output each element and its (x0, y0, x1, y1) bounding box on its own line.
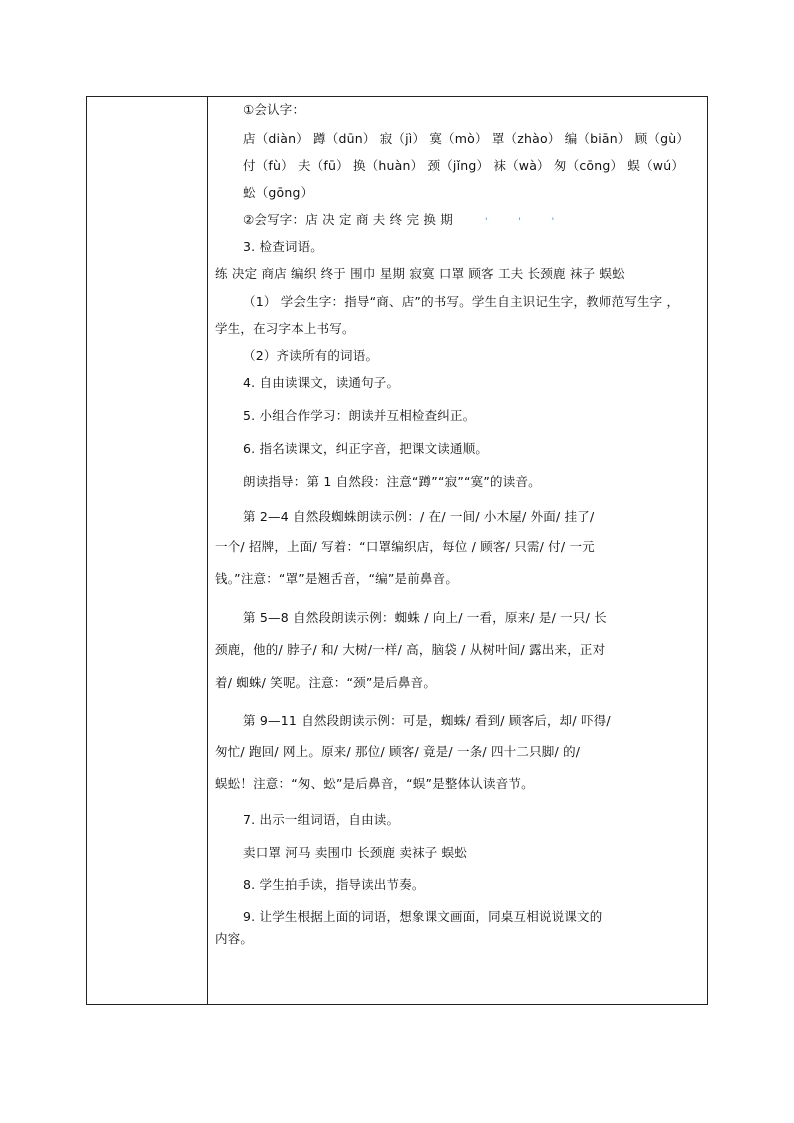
text-line: 一个/ 招牌，上面/ 写着：“口罩编织店，每位 / 顾客/ 只需/ 付/ 一元 (215, 539, 595, 554)
editing-marks: ' ' ' (485, 217, 569, 227)
text-line: ②会写字：店 决 定 商 夫 终 完 换 期 (243, 212, 453, 227)
text-line: 9. 让学生根据上面的词语，想象课文画面，同桌互相说说课文的 (243, 909, 603, 924)
text-line: 付（fù） 夫（fū） 换（huàn） 颈（jǐng） 袜（wà） 匆（cōng） 蜈（wú） (243, 158, 685, 173)
text-line: 颈鹿，他的/ 脖子/ 和/ 大树/一样/ 高，脑袋 / 从树叶间/ 露出来，正对 (215, 642, 606, 657)
text-line: （1） 学会生字：指导“商、店”的书写。学生自主识记生字，教师范写生字 ， (243, 294, 680, 309)
text-line: 蚣（gōng） (243, 185, 314, 200)
text-line: 第 5—8 自然段朗读示例：蜘蛛 / 向上/ 一看，原来/ 是/ 一只/ 长 (243, 610, 607, 625)
column-divider (207, 97, 208, 1004)
text-line: ①会认字： (243, 102, 306, 117)
text-line: 4. 自由读课文，读通句子。 (243, 375, 400, 390)
text-line: 8. 学生拍手读，指导读出节奏。 (243, 877, 425, 892)
text-line: 3. 检查词语。 (243, 239, 323, 254)
text-line: 第 9—11 自然段朗读示例：可是，蜘蛛/ 看到/ 顾客后，却/ 吓得/ (243, 713, 611, 728)
text-line: 练 决定 商店 编织 终于 围巾 星期 寂寞 口罩 顾客 工夫 长颈鹿 袜子 蜈蚣 (215, 266, 625, 281)
text-line: 学生，在习字本上书写。 (215, 321, 355, 336)
text-line: 内容。 (215, 931, 254, 946)
text-line: 着/ 蜘蛛/ 笑呢。注意：“颈”是后鼻音。 (215, 675, 437, 690)
text-line: 朗读指导：第 1 自然段：注意“蹲”“寂”“寞”的读音。 (243, 474, 541, 489)
text-line: 蜈蚣！注意：“匆、蚣”是后鼻音，“蜈”是整体认读音节。 (215, 776, 534, 791)
text-line: 7. 出示一组词语，自由读。 (243, 812, 400, 827)
text-line: 钱。”注意：“罩”是翘舌音，“编”是前鼻音。 (215, 571, 459, 586)
text-line: 店（diàn） 蹲（dūn） 寂（jì） 寞（mò） 罩（zhào） 编（biān） 顾（gù） (243, 131, 690, 146)
text-line: 卖口罩 河马 卖围巾 长颈鹿 卖袜子 蜈蚣 (243, 845, 468, 860)
text-line: 匆忙/ 跑回/ 网上。原来/ 那位/ 顾客/ 竟是/ 一条/ 四十二只脚/ 的/ (215, 744, 581, 759)
text-line: 第 2—4 自然段蜘蛛朗读示例：/ 在/ 一间/ 小木屋/ 外面/ 挂了/ (243, 509, 595, 524)
text-line: （2）齐读所有的词语。 (243, 348, 379, 363)
text-line: 6. 指名读课文，纠正字音，把课文读通顺。 (243, 441, 489, 456)
text-line: 5. 小组合作学习：朗读并互相检查纠正。 (243, 408, 476, 423)
